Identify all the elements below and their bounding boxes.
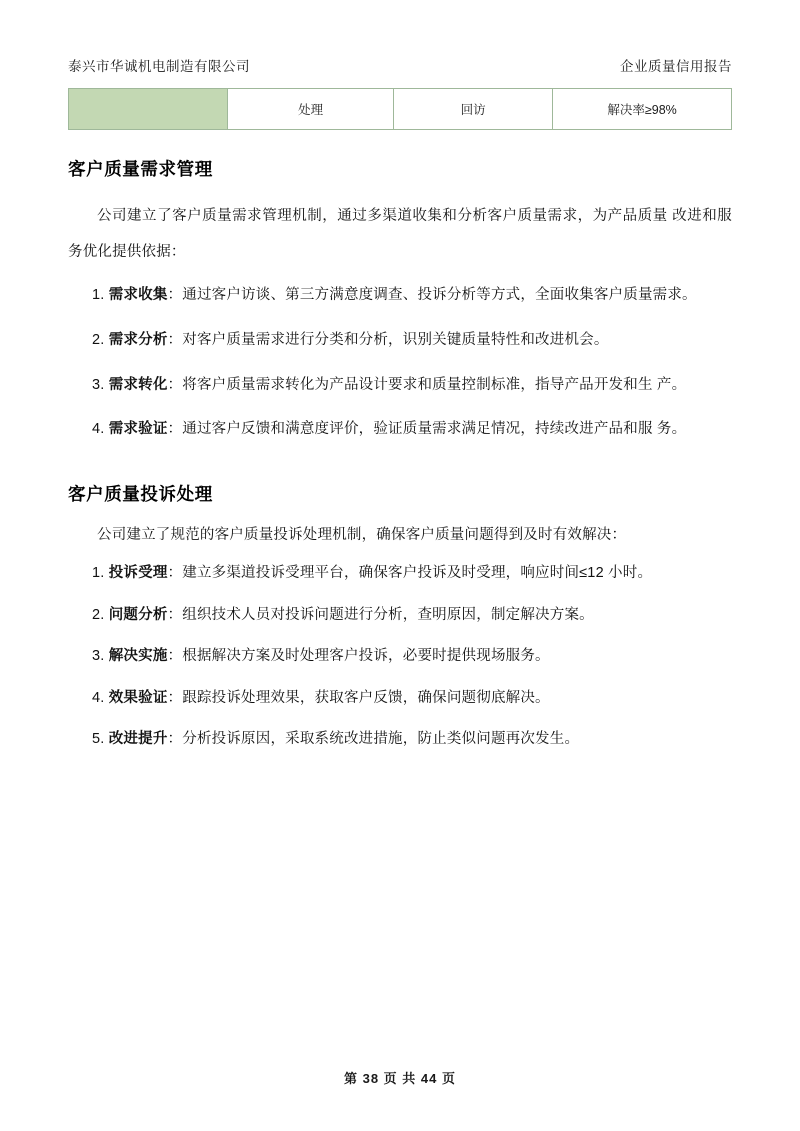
list-item [68,643,732,671]
list-item-term: 效果验证 [108,689,168,706]
list-item [68,412,732,447]
header-document-title: 企业质量信用报告 [620,59,732,74]
list-item [68,726,732,754]
list-item-text: ：将客户质量需求转化为产品设计要求和质量控制标准，指导产品开发和生 产。 [167,376,687,393]
list-item-text: ：分析投诉原因，采取系统改进措施，防止类似问题再次发生。 [167,731,580,748]
quality-metrics-table [68,88,732,130]
list-item [68,685,732,713]
table-cell-handling: 处理 [228,89,394,130]
list-item-number: 4. [92,421,105,438]
table-row [69,89,732,130]
list-item-number: 4. [92,689,105,706]
list-item-text: ：通过客户访谈、第三方满意度调查、投诉分析等方式，全面收集客户质量需求。 [167,287,697,304]
page-footer: 第 38 页 共 44 页 [344,1071,456,1086]
header-company-name: 泰兴市华诚机电制造有限公司 [68,59,250,74]
section-intro-paragraph-1: 公司建立了客户质量需求管理机制，通过多渠道收集和分析客户质量需求，为产品质量 改进和服务优化提供依据： [68,208,732,260]
table-cell-empty-green [69,89,228,130]
section-title-customer-quality-demand: 客户质量需求管理 [68,159,213,179]
list-item [68,323,732,358]
list-item-term: 需求收集 [108,287,168,304]
list-item-number: 1. [92,287,105,304]
list-item [68,602,732,630]
list-item-term: 需求转化 [108,376,168,393]
list-item-number: 3. [92,376,105,393]
list-item-number: 5. [92,731,105,748]
list-item-text: ：组织技术人员对投诉问题进行分析，查明原因，制定解决方案。 [167,606,594,623]
list-item-number: 3. [92,648,105,665]
table-cell-followup: 回访 [393,89,552,130]
list-item-term: 需求验证 [108,421,168,438]
list-item-text: ：通过客户反馈和满意度评价，验证质量需求满足情况，持续改进产品和服 务。 [167,421,687,438]
list-item [68,560,732,588]
list-item-term: 投诉受理 [108,565,168,582]
list-item-term: 解决实施 [108,648,168,665]
list-item-number: 2. [92,606,105,623]
list-item [68,278,732,313]
section-intro-paragraph-2: 公司建立了规范的客户质量投诉处理机制，确保客户质量问题得到及时有效解决： [97,527,627,544]
list-item-term: 需求分析 [108,331,168,348]
list-item-number: 1. [92,565,105,582]
list-item [68,368,732,403]
list-item-text: ：跟踪投诉处理效果，获取客户反馈，确保问题彻底解决。 [167,689,550,706]
complaint-handling-list [68,560,732,754]
list-item-term: 问题分析 [108,606,168,623]
list-item-number: 2. [92,331,105,348]
list-item-text: ：根据解决方案及时处理客户投诉，必要时提供现场服务。 [167,648,550,665]
demand-management-list [68,278,732,447]
table-cell-resolution-rate: 解决率≥98% [553,89,732,130]
list-item-text: ：建立多渠道投诉受理平台，确保客户投诉及时受理，响应时间≤12 小时。 [167,565,653,582]
list-item-text: ：对客户质量需求进行分类和分析，识别关键质量特性和改进机会。 [167,331,609,348]
list-item-term: 改进提升 [108,731,168,748]
page-header [68,55,732,84]
section-title-customer-complaint-handling: 客户质量投诉处理 [68,484,213,505]
